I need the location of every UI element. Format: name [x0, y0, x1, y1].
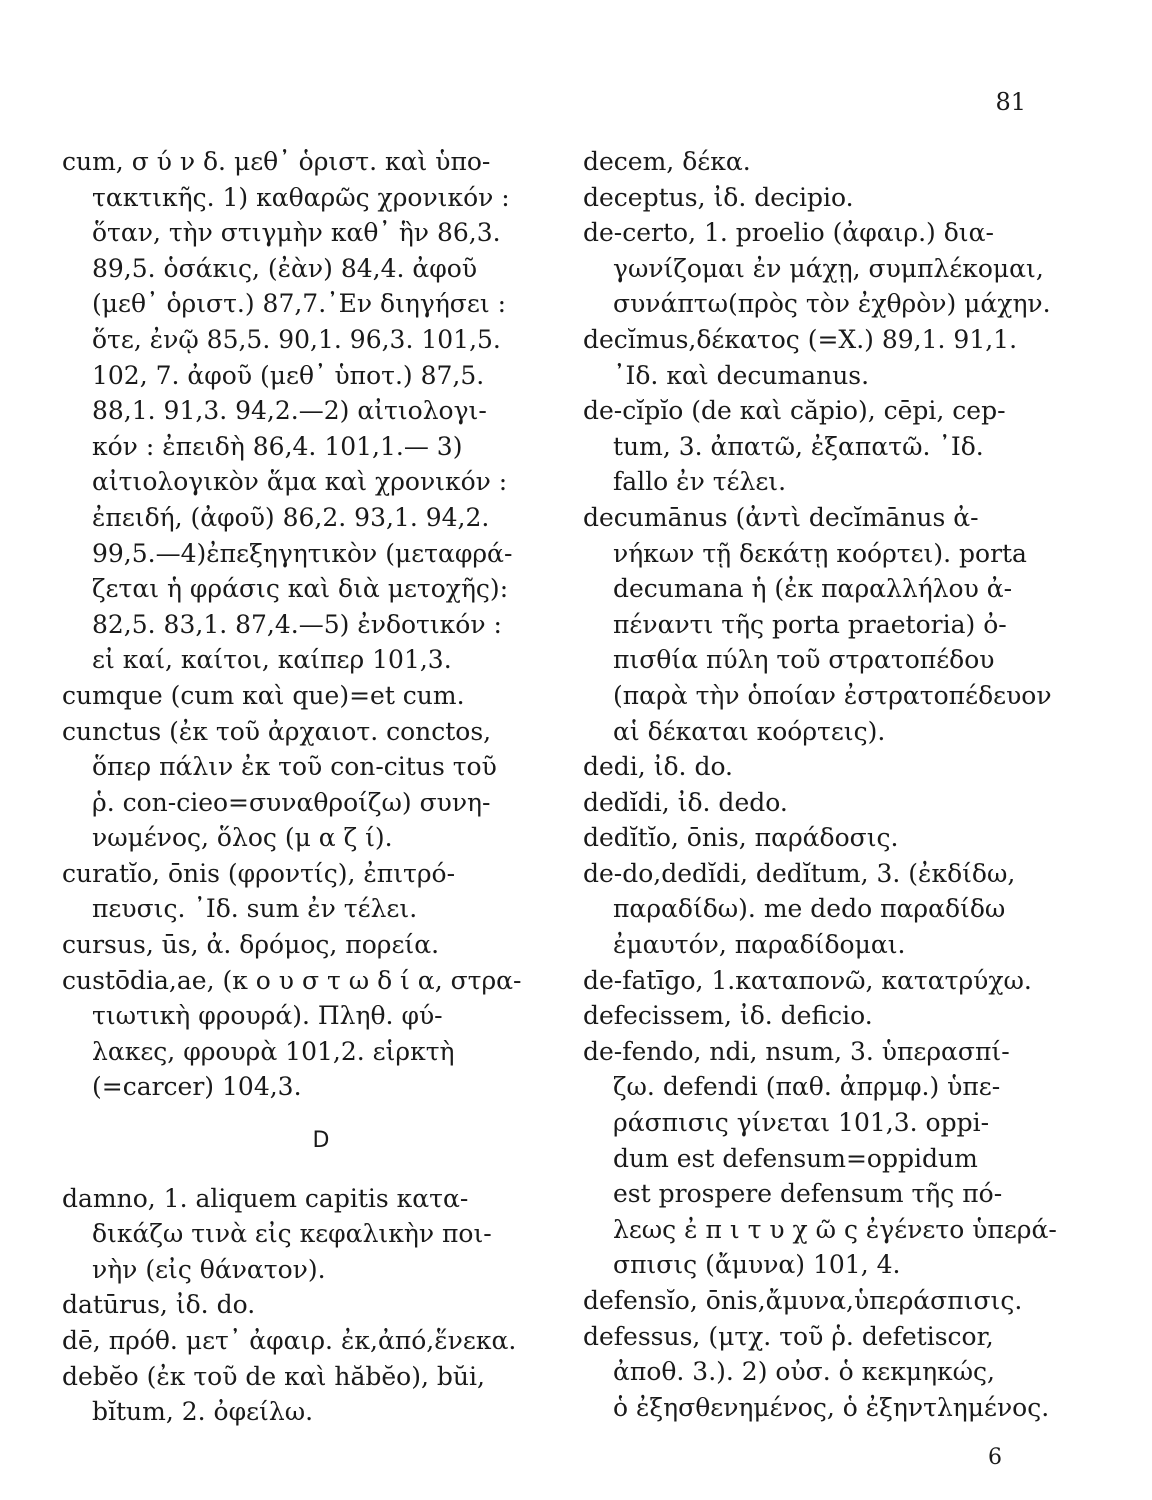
entry-line: debĕo (ἐκ τοῦ de καὶ hăbĕo), bŭi, [62, 1361, 485, 1391]
entry-line: 82,5. 83,1. 87,4.—5) ἐνδοτικόν : [92, 609, 502, 639]
entry-line: δικάζω τινὰ εἰς κεφαλικὴν ποι- [92, 1219, 492, 1249]
entry-line: cumque (cum καὶ que)=et cum. [62, 680, 465, 710]
entry-line: cum, σ ύ ν δ. μεθ᾽ ὁριστ. καὶ ὑπο- [62, 147, 491, 176]
entry-line: est prospere defensum τῆς πό- [613, 1179, 1003, 1209]
entry-line: ᾽Ιδ. καὶ decumanus. [613, 360, 870, 390]
entry-line: de-fatīgo, 1.καταπονῶ, κατατρύχω. [583, 965, 1032, 995]
entry-line: πισθία πύλη τοῦ στρατοπέδου [613, 645, 995, 675]
entry-line: 102, 7. ἀφοῦ (μεθ᾽ ὑποτ.) 87,5. [92, 360, 485, 390]
entry-line: ῥ. con-cieo=συναθροίζω) συνη- [92, 787, 491, 817]
left-column [62, 144, 550, 1430]
entry-line: σπισις (ἄμυνα) 101, 4. [613, 1250, 901, 1280]
entry-line: ἐμαυτόν, παραδίδομαι. [613, 930, 906, 960]
entry-line: dē, πρόθ. μετ᾽ ἀφαιρ. ἐκ,ἀπό,ἕνεκα. [62, 1326, 517, 1355]
entry-line: τιωτικὴ φρουρά). Πληθ. φύ- [92, 1001, 443, 1031]
entry-line: αἰτιολογικὸν ἅμα καὶ χρονικόν : [92, 467, 508, 497]
entry-line: cursus, ūs, ἀ. δρόμος, πορεία. [62, 930, 440, 960]
entry-line: τακτικῆς. 1) καθαρῶς χρονικόν : [92, 182, 510, 212]
entry-line: κόν : ἐπειδὴ 86,4. 101,1.— 3) [92, 431, 463, 461]
right-column [583, 144, 1055, 1425]
entry-line: damno, 1. aliquem capitis κατα- [62, 1183, 469, 1213]
entry-line: dum est defensum=oppidum [613, 1143, 978, 1173]
entry-line: παραδίδω). me dedo παραδίδω [613, 894, 1006, 924]
entry-line: fallo ἐν τέλει. [613, 467, 787, 497]
entry-line: de-fendo, ndi, nsum, 3. ὑπερασπί- [583, 1036, 1010, 1066]
signature-mark: 6 [988, 1445, 1002, 1470]
entry-line: ἀποθ. 3.). 2) οὐσ. ὁ κεκμηκώς, [613, 1357, 996, 1387]
entry-line: deceptus, ἰδ. decipio. [583, 182, 854, 212]
entry-line: ὅταν, τὴν στιγμὴν καθ᾽ ἣν 86,3. [92, 218, 501, 248]
entry-line: defecissem, ἰδ. deficio. [583, 1001, 873, 1031]
entry-line: cunctus (ἐκ τοῦ ἀρχαιοτ. conctos, [62, 716, 492, 746]
entry-line: datūrus, ἰδ. do. [62, 1290, 256, 1320]
entry-line: dedĭtĭo, ōnis, παράδοσις. [583, 823, 899, 853]
entry-line: νὴν (εἰς θάνατον). [92, 1254, 326, 1284]
entry-line: νήκων τῇ δεκάτῃ κοόρτει). porta [613, 538, 1027, 568]
entry-line: decĭmus,δέκατος (=X.) 89,1. 91,1. [583, 324, 1018, 354]
entry-line: ζω. defendi (παθ. ἀπρμφ.) ὑπε- [613, 1072, 1001, 1102]
entry-line: 99,5.—4)ἐπεξηγητικὸν (μεταφρά- [92, 538, 513, 568]
entry-line: custōdia,ae, (κ ο υ σ τ ω δ ί α, στρα- [62, 965, 522, 995]
entry-line: γωνίζομαι ἐν μάχῃ, συμπλέκομαι, [613, 253, 1044, 283]
entry-line: bĭtum, 2. ὀφείλω. [92, 1397, 314, 1427]
entry-line: de-cĭpĭo (de καὶ căpio), cēpi, cep- [583, 396, 1006, 426]
section-letter: D [312, 1128, 330, 1154]
entry-line: decumana ἡ (ἐκ παραλλήλου ἀ- [613, 574, 1013, 604]
entry-line: εἰ καί, καίτοι, καίπερ 101,3. [92, 645, 452, 675]
entry-line: defensĭo, ōnis,ἄμυνα,ὑπεράσπισις. [583, 1286, 1023, 1315]
entry-line: ὁ ἐξησθενημένος, ὁ ἐξηντλημένος. [613, 1392, 1050, 1422]
entry-line: (παρὰ τὴν ὁποίαν ἐστρατοπέδευον [613, 680, 1052, 710]
entry-line: de-certo, 1. proelio (ἀφαιρ.) δια- [583, 218, 994, 248]
entry-line: ζεται ἡ φράσις καὶ διὰ μετοχῆς): [92, 574, 509, 604]
entry-line: curatĭo, ōnis (φροντίς), ἐπιτρό- [62, 858, 456, 888]
entry-line: νωμένος, ὅλος (μ α ζ ί). [92, 823, 393, 853]
entry-line: αἱ δέκαται κοόρτεις). [613, 716, 886, 746]
entry-line: decumānus (ἀντὶ decĭmānus ἀ- [583, 502, 979, 532]
entry-line: 89,5. ὁσάκις, (ἐὰν) 84,4. ἀφοῦ [92, 253, 478, 283]
entry-line: (μεθ᾽ ὁριστ.) 87,7.᾽Εν διηγήσει : [92, 289, 506, 319]
entry-line: defessus, (μτχ. τοῦ ῥ. defetiscor, [583, 1321, 994, 1351]
entry-line: πέναντι τῆς porta praetoria) ὀ- [613, 609, 1007, 639]
entry-line: dedĭdi, ἰδ. dedo. [583, 787, 788, 817]
entry-line: dedi, ἰδ. do. [583, 752, 733, 782]
entry-line: πευσις. ᾽Ιδ. sum ἐν τέλει. [92, 894, 418, 924]
page-number: 81 [995, 88, 1026, 116]
entry-line: ἐπειδή, (ἀφοῦ) 86,2. 93,1. 94,2. [92, 502, 490, 532]
entry-line: decem, δέκα. [583, 147, 751, 176]
entry-line: (=carcer) 104,3. [92, 1072, 302, 1102]
entry-line: λακες, φρουρὰ 101,2. εἱρκτὴ [92, 1036, 455, 1066]
entry-line: λεως ἐ π ι τ υ χ ῶ ς ἐγένετο ὑπερά- [613, 1214, 1057, 1244]
entry-line: ὅπερ πάλιν ἐκ τοῦ con-citus τοῦ [92, 752, 497, 782]
entry-line: 88,1. 91,3. 94,2.—2) αἰτιολογι- [92, 396, 487, 426]
entry-line: tum, 3. ἀπατῶ, ἐξαπατῶ. ᾽Ιδ. [613, 431, 984, 461]
entry-line: ράσπισις γίνεται 101,3. oppi- [613, 1108, 990, 1138]
entry-line: de-do,dedĭdi, dedĭtum, 3. (ἐκδίδω, [583, 858, 1016, 888]
entry-line: συνάπτω(πρὸς τὸν ἐχθρὸν) μάχην. [613, 289, 1051, 319]
entry-line: ὅτε, ἐνῷ 85,5. 90,1. 96,3. 101,5. [92, 324, 501, 354]
